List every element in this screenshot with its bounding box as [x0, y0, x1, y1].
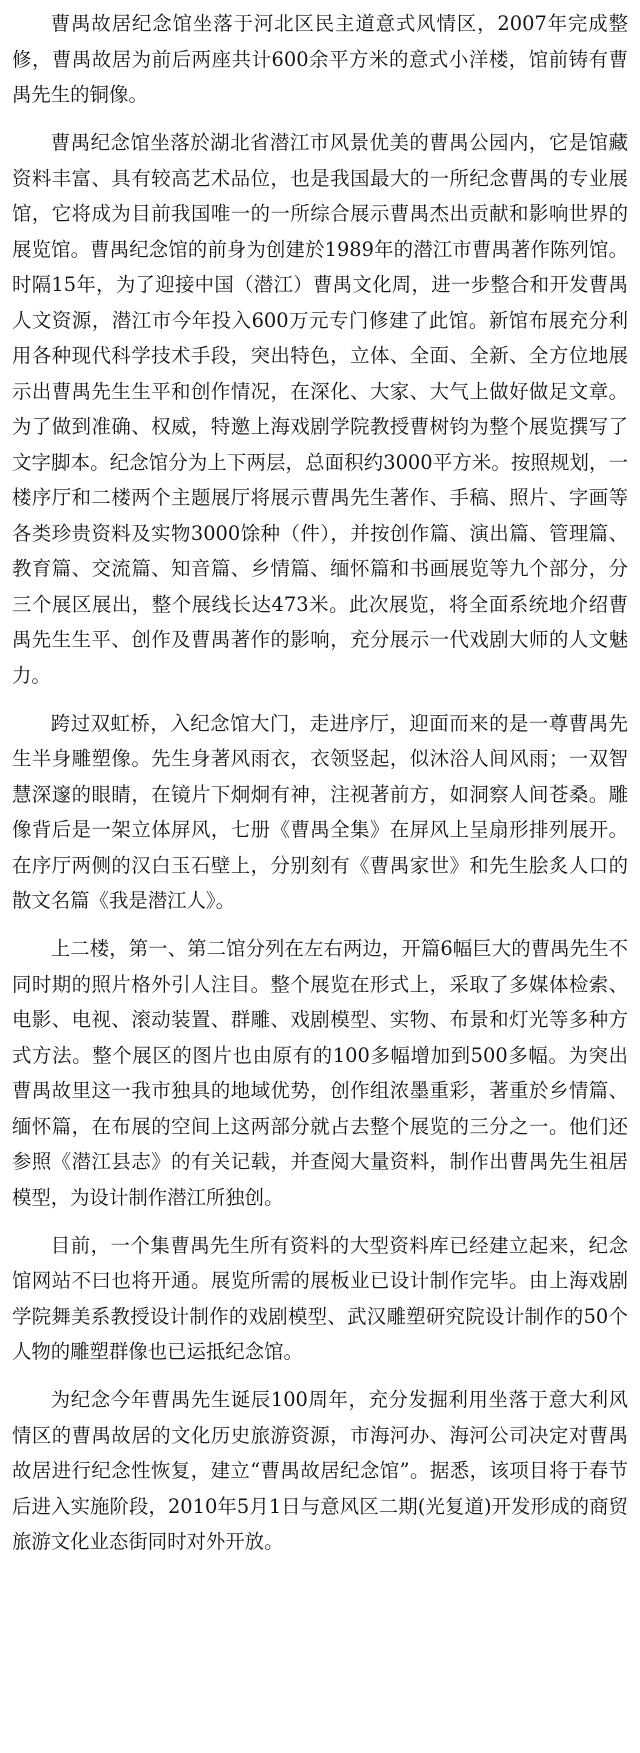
- paragraph-second-floor: 上二楼，第一、第二馆分列在左右两边，开篇6幅巨大的曹禺先生不同时期的照片格外引人注目。整个展览在形式上，采取了多媒体检索、电影、电视、滚动装置、群雕、戏剧模型、实物、布景和灯光等多种方式方法。整个展区的图片也由原有的100多幅增加到500多幅。为突出曹禺故里这一我市独具的地域优势，创作组浓墨重彩，著重於乡情篇、缅怀篇，在布展的空间上这两部分就占去整个展览的三分之一。他们还参照《潜江县志》的有关记载，并查阅大量资料，制作出曹禺先生祖居模型，为设计制作潜江所独创。: [12, 937, 628, 1209]
- paragraph-database-and-models: 目前，一个集曹禺先生所有资料的大型资料库已经建立起来，纪念馆网站不曰也将开通。展览所需的展板业已设计制作完毕。由上海戏剧学院舞美系教授设计制作的戏剧模型、武汉雕塑研究院设计制作的50个人物的雕塑群像也已运抵纪念馆。: [12, 1233, 628, 1363]
- paragraph-tianjin-former-residence: 曹禺故居纪念馆坐落于河北区民主道意式风情区，2007年完成整修，曹禺故居为前后两座共计600余平方米的意式小洋楼，馆前铸有曹禺先生的铜像。: [12, 12, 628, 106]
- paragraph-qianjiang-memorial-hall: 曹禺纪念馆坐落於湖北省潜江市风景优美的曹禺公园内，它是馆藏资料丰富、具有较高艺术品位，也是我国最大的一所纪念曹禺的专业展馆，它将成为目前我国唯一的一所综合展示曹禺杰出贡献和影响世界的展览馆。曹禺纪念馆的前身为创建於1989年的潜江市曹禺著作陈列馆。时隔15年，为了迎接中国（潜江）曹禺文化周，进一步整合和开发曹禺人文资源，潜江市今年投入600万元专门修建了此馆。新馆布展充分利用各种现代科学技术手段，突出特色，立体、全面、全新、全方位地展示出曹禺先生生平和创作情况，在深化、大家、大气上做好做足文章。为了做到准确、权威，特邀上海戏剧学院教授曹树钧为整个展览撰写了文字脚本。纪念馆分为上下两层，总面积约3000平方米。按照规划，一楼序厅和二楼两个主题展厅将展示曹禺先生著作、手稿、照片、字画等各类珍贵资料及实物3000馀种（件），并按创作篇、演出篇、管理篇、教育篇、交流篇、知音篇、乡情篇、缅怀篇和书画展览等九个部分，分三个展区展出，整个展线长达473米。此次展览，将全面系统地介绍曹禺先生生平、创作及曹禺著作的影响，充分展示一代戏剧大师的人文魅力。: [12, 131, 628, 687]
- paragraph-entrance-hall: 跨过双虹桥，入纪念馆大门，走进序厅，迎面而来的是一尊曹禺先生半身雕塑像。先生身著风雨衣，衣领竖起，似沐浴人间风雨；一双智慧深邃的眼睛，在镜片下炯炯有神，注视著前方，如洞察人间苍桑。雕像背后是一架立体屏风，七册《曹禺全集》在屏风上呈扇形排列展开。在序厅两侧的汉白玉石壁上，分别刻有《曹禺家世》和先生脍炙人口的散文名篇《我是潜江人》。: [12, 711, 628, 912]
- paragraph-centenary-restoration: 为纪念今年曹禺先生诞辰100周年，充分发掘利用坐落于意大利风情区的曹禺故居的文化历史旅游资源，市海河办、海河公司决定对曹禺故居进行纪念性恢复，建立“曹禺故居纪念馆”。据悉，该项目将于春节后进入实施阶段，2010年5月1日与意风区二期(光复道)开发形成的商贸旅游文化业态街同时对外开放。: [12, 1388, 628, 1553]
